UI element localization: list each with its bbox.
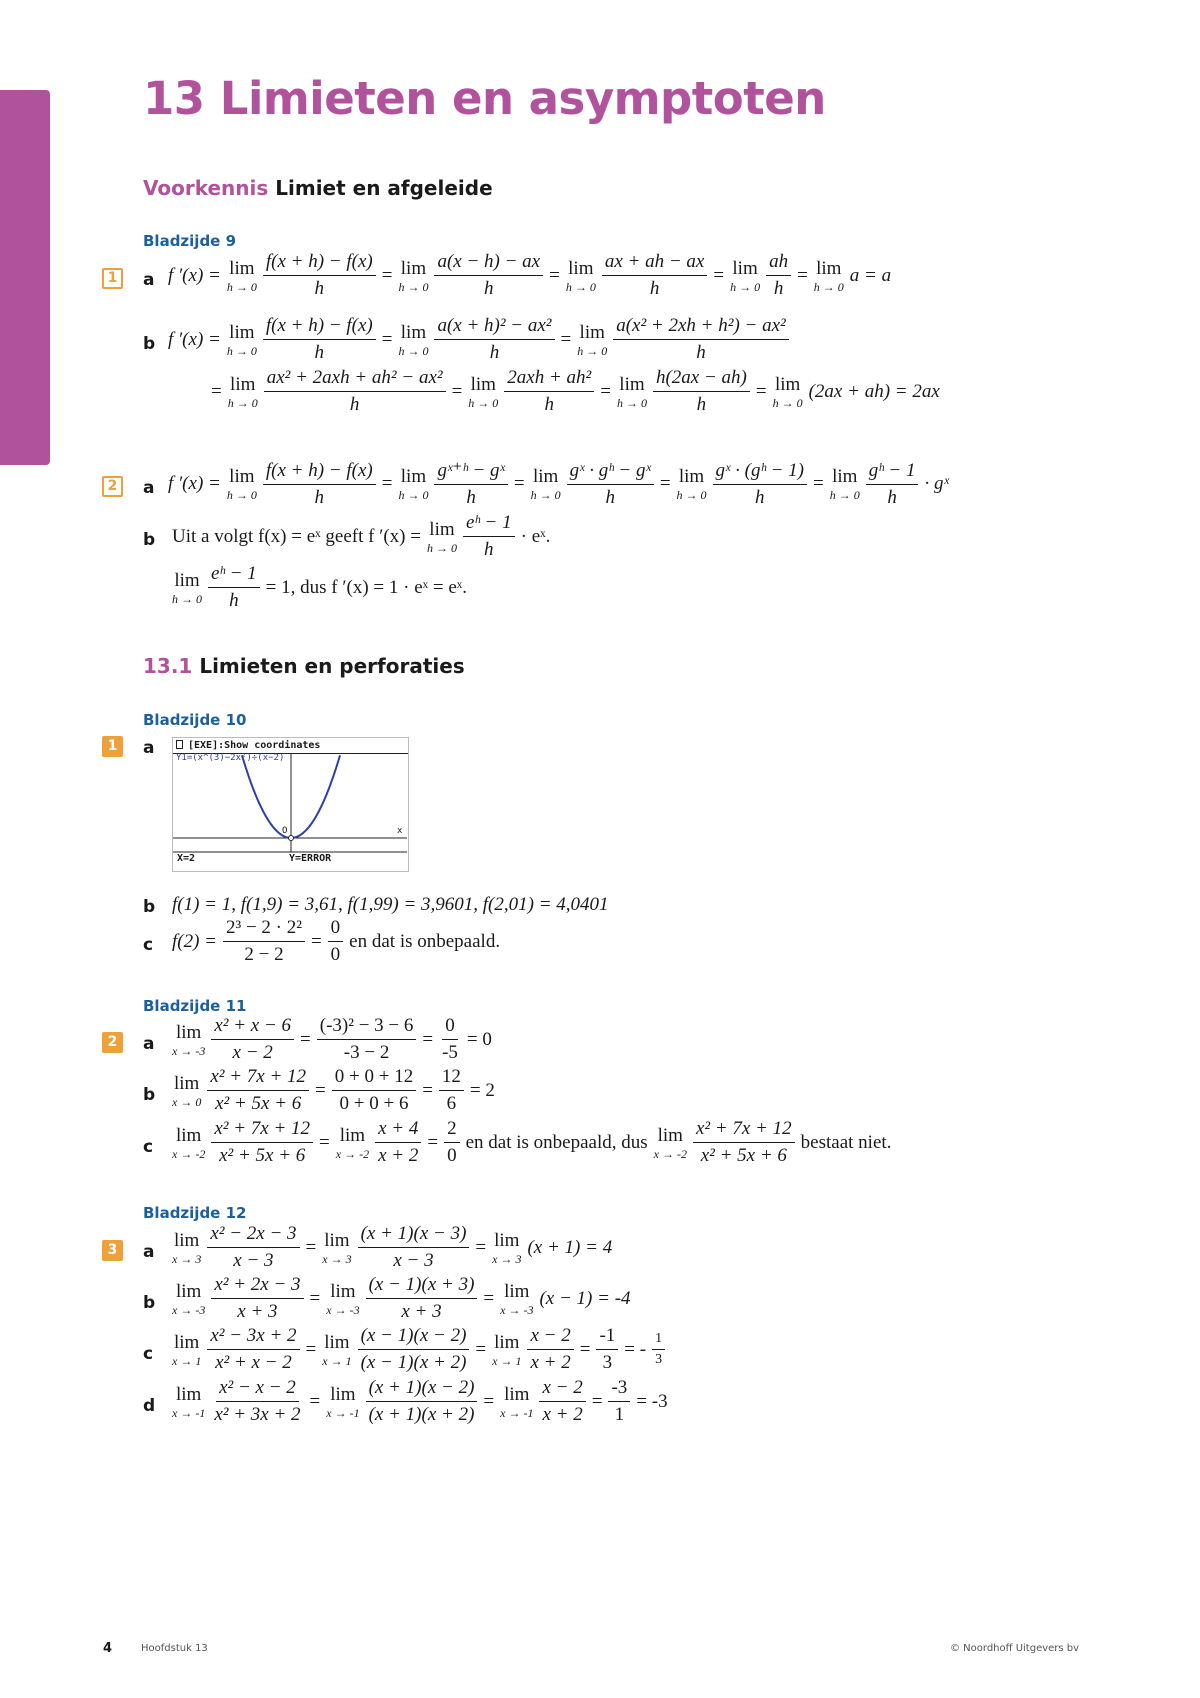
fraction: $\frac{x - 2}{x + 2}$ <box>527 1325 573 1374</box>
fraction: $\frac{\text{x² + 7x + 12}}{\text{x² + 5x + 6}}$ <box>693 1118 795 1167</box>
cursor-point <box>289 836 294 841</box>
fraction: $\frac{ax + ah - ax}{h}$ <box>602 251 708 300</box>
limit-operator: lim h → 0 <box>730 257 761 294</box>
equals-sign: = <box>755 380 767 402</box>
limit-operator: lim h → 0 <box>398 321 429 358</box>
footer-publisher: © Noordhoff Uitgevers bv <box>950 1643 1080 1654</box>
part-letter: a <box>143 270 155 290</box>
fraction: $\frac{\text{x² + 2x − 3}}{x + 3}$ <box>211 1274 303 1323</box>
limit-operator: lim x → -1 <box>500 1383 534 1420</box>
part-letter: c <box>143 1344 154 1364</box>
equals-sign: = <box>319 1131 330 1153</box>
math-text: = 2 <box>469 1079 495 1101</box>
equation-e3d <box>169 1377 671 1426</box>
equals-sign: = <box>310 930 322 952</box>
section-heading-voorkennis <box>143 176 493 200</box>
equals-sign: = <box>579 1338 591 1360</box>
limit-operator: lim h → 0 <box>813 257 844 294</box>
limit-operator: lim x → -1 <box>172 1383 206 1420</box>
equals-sign: = <box>305 1236 317 1258</box>
section-prefix: Voorkennis <box>143 176 269 200</box>
chapter-side-tab <box>0 90 50 465</box>
equals-sign: = <box>475 1236 487 1258</box>
part-letter: a <box>143 1034 155 1054</box>
equals-sign: = <box>549 264 560 286</box>
fraction: $\frac{f(x + h) - f(x)}{h}$ <box>263 315 376 364</box>
limit-operator: lim h → 0 <box>226 321 257 358</box>
equation-v2b-line2 <box>169 563 470 612</box>
limit-operator: lim x → 3 <box>492 1229 522 1266</box>
fraction: $\frac{\text{a(x + h)² − ax²}}{h}$ <box>434 315 554 364</box>
fraction: $\frac{(x - 1)(x - 2)}{(x - 1)(x + 2)}$ <box>358 1325 470 1374</box>
fraction: $\frac{-3}{1}$ <box>608 1377 630 1426</box>
fraction: $\frac{-1}{3}$ <box>596 1325 618 1374</box>
fraction: $\frac{0}{0}$ <box>328 917 344 966</box>
fraction: $\frac{2}{0}$ <box>444 1118 460 1167</box>
math-text: en dat is onbepaald, dus <box>465 1131 648 1153</box>
fraction: $\frac{\text{x² − 3x + 2}}{\text{x² + x − 2}}$ <box>207 1325 299 1374</box>
equals-sign: = <box>300 1028 311 1050</box>
limit-operator: lim h → 0 <box>226 257 257 294</box>
limit-operator: lim h → 0 <box>829 466 860 502</box>
limit-operator: lim h → 0 <box>565 257 596 294</box>
page-number: 4 <box>103 1641 113 1656</box>
equals-sign: = <box>513 473 525 494</box>
equals-sign: = <box>315 1079 326 1101</box>
limit-operator: lim x → -3 <box>500 1280 534 1317</box>
y-readout: Y=ERROR <box>289 853 332 864</box>
section-heading-13-1 <box>143 654 465 678</box>
limit-operator: lim x → -2 <box>653 1124 687 1161</box>
footer-chapter: Hoofdstuk 13 <box>141 1643 208 1654</box>
section-title: Limieten en perforaties <box>199 654 465 678</box>
fraction: $\frac{f(x + h) - f(x)}{h}$ <box>263 251 376 300</box>
page-ref-label: Bladzijde 9 <box>143 232 237 250</box>
equals-sign: = <box>591 1390 603 1412</box>
limit-operator: lim x → 3 <box>172 1229 202 1266</box>
limit-operator: lim h → 0 <box>577 321 608 358</box>
equation-v2b-line1 <box>169 512 553 561</box>
equation-v1a <box>165 251 894 300</box>
fraction: $\frac{\text{a(x² + 2xh + h²) − ax²}}{h}$ <box>613 315 789 364</box>
math-text: = - <box>624 1338 647 1360</box>
fraction: $\frac{x + 4}{x + 2}$ <box>375 1118 421 1167</box>
limit-operator: lim x → -2 <box>335 1124 370 1161</box>
part-letter: b <box>143 897 156 917</box>
equals-sign: = <box>309 1390 321 1412</box>
math-text: = 0 <box>466 1028 492 1050</box>
exercise-number: 1 <box>102 268 123 289</box>
page-ref-label: Bladzijde 12 <box>143 1204 247 1222</box>
equals-sign: = <box>713 264 725 286</box>
fraction: $\frac{\text{ax² + 2axh + ah² − ax²}}{h}$ <box>264 367 446 416</box>
fraction: $\frac{a(x - h) - ax}{h}$ <box>434 251 543 300</box>
limit-operator: lim h → 0 <box>398 257 429 294</box>
part-letter: c <box>143 1137 154 1157</box>
equals-sign: = <box>381 264 393 286</box>
fraction: $\frac{1}{3}$ <box>652 1331 665 1368</box>
equals-sign: = <box>813 473 824 494</box>
exercise-number: 1 <box>102 736 123 757</box>
limit-operator: lim h → 0 <box>398 466 429 502</box>
section-prefix: 13.1 <box>143 654 193 678</box>
math-text: f ′(x) = <box>168 473 221 494</box>
equation-e2a <box>169 1015 495 1064</box>
equals-sign: = <box>560 328 572 350</box>
part-letter: a <box>143 478 155 498</box>
fraction: $\frac{\text{x² + 7x + 12}}{\text{x² + 5x + 6}}$ <box>211 1118 313 1167</box>
equals-sign: = <box>483 1287 495 1309</box>
limit-operator: lim h → 0 <box>616 373 647 410</box>
chapter-title: 13 Limieten en asymptoten <box>143 72 826 125</box>
limit-operator: lim x → -3 <box>326 1280 360 1317</box>
part-letter: d <box>143 1396 156 1416</box>
part-letter: c <box>143 935 154 955</box>
equals-sign: = <box>305 1338 317 1360</box>
fraction: $\frac{\text{gˣ · gʰ − gˣ}}{h}$ <box>567 460 654 509</box>
equals-sign: = <box>422 1079 433 1101</box>
equals-sign: = <box>381 473 393 494</box>
fraction: $\frac{(x + 1)(x - 3)}{x - 3}$ <box>358 1223 470 1272</box>
limit-operator: lim x → 1 <box>172 1331 202 1368</box>
page-ref-label: Bladzijde 10 <box>143 711 247 729</box>
limit-operator: lim h → 0 <box>426 518 457 555</box>
fraction: $\frac{12}{6}$ <box>439 1066 464 1115</box>
math-text: = 1, dus f ′(x) = 1 · eˣ = eˣ. <box>265 576 468 598</box>
equals-sign: = <box>600 380 611 402</box>
part-letter: a <box>143 1242 155 1262</box>
math-text: a = a <box>849 264 892 286</box>
math-text: f ′(x) = <box>168 328 221 350</box>
part-letter: b <box>143 1293 156 1313</box>
equation-e1b <box>169 894 612 916</box>
equation-v1b-line2 <box>208 367 943 416</box>
equals-sign: = <box>211 380 222 402</box>
math-text: · gˣ <box>924 473 949 494</box>
limit-operator: lim x → -3 <box>172 1021 206 1058</box>
limit-operator: lim x → -2 <box>172 1124 206 1161</box>
equals-sign: = <box>797 264 808 286</box>
battery-icon <box>176 740 183 749</box>
fraction: $\frac{\text{gˣ⁺ʰ − gˣ}}{h}$ <box>434 459 507 509</box>
fraction: $\frac{ah}{h}$ <box>766 251 791 300</box>
equals-sign: = <box>475 1338 487 1360</box>
exercise-number: 3 <box>102 1240 123 1261</box>
exercise-number: 2 <box>102 476 123 497</box>
math-text: Uit a volgt f(x) = eˣ geeft f ′(x) = <box>172 525 421 547</box>
equation-e3c <box>169 1325 668 1374</box>
math-text: (x − 1) = -4 <box>539 1287 631 1309</box>
origin-label: O <box>282 826 288 836</box>
math-text: bestaat niet. <box>800 1131 892 1153</box>
calculator-screen <box>172 737 409 872</box>
math-text: = -3 <box>636 1390 668 1412</box>
fraction: $\frac{0}{-5}$ <box>442 1015 458 1063</box>
equals-sign: = <box>309 1287 321 1309</box>
fraction: $\frac{\text{2axh + ah²}}{h}$ <box>504 367 594 416</box>
equation-e3b <box>169 1274 634 1323</box>
math-text: (2ax + ah) = 2ax <box>808 380 940 402</box>
fraction: $\frac{f(x + h) - f(x)}{h}$ <box>263 460 376 509</box>
fraction: $\frac{(x + 1)(x - 2)}{(x + 1)(x + 2)}$ <box>366 1377 478 1426</box>
fraction: $\frac{\text{eʰ − 1}}{h}$ <box>463 512 515 561</box>
part-letter: b <box>143 1085 156 1105</box>
fraction: $\frac{\text{x² + x − 6}}{x - 2}$ <box>211 1015 294 1064</box>
math-text: f ′(x) = <box>168 264 221 286</box>
math-text: en dat is onbepaald. <box>349 930 501 952</box>
limit-operator: lim x → 3 <box>322 1229 352 1266</box>
limit-operator: lim x → -3 <box>172 1280 206 1317</box>
fraction: $\frac{(x - 1)(x + 3)}{x + 3}$ <box>366 1274 478 1323</box>
equals-sign: = <box>422 1028 434 1050</box>
equation-v2a <box>165 459 952 509</box>
page-ref-label: Bladzijde 11 <box>143 997 247 1015</box>
calculator-header: [EXE]:Show coordinates <box>173 738 408 754</box>
section-title: Limiet en afgeleide <box>275 176 493 200</box>
equation-v1b-line1 <box>165 315 792 364</box>
math-text: f(1) = 1, f(1,9) = 3,61, f(1,99) = 3,9601, f(2,01) = 4,0401 <box>172 894 609 915</box>
fraction: $\frac{\text{x² − x − 2}}{\text{x² + 3x + 2}}$ <box>214 1377 301 1425</box>
math-text: f(2) = <box>172 930 218 952</box>
limit-operator: lim h → 0 <box>676 466 707 502</box>
limit-operator: lim x → 1 <box>492 1331 522 1368</box>
exercise-number: 2 <box>102 1032 123 1053</box>
fraction: $\frac{\text{gˣ · (gʰ − 1)}}{h}$ <box>713 460 807 509</box>
fraction: $\frac{\text{x² − 2x − 3}}{x - 3}$ <box>207 1223 299 1272</box>
limit-operator: lim x → -1 <box>326 1383 360 1420</box>
fraction: $\frac{\text{2³ − 2 · 2²}}{2 - 2}$ <box>223 917 305 966</box>
equation-e1c <box>169 917 503 966</box>
equals-sign: = <box>483 1390 495 1412</box>
limit-operator: lim h → 0 <box>530 466 561 502</box>
fraction: $\frac{x - 2}{x + 2}$ <box>539 1377 585 1426</box>
fraction: $\frac{\text{x² + 7x + 12}}{\text{x² + 5x + 6}}$ <box>207 1066 309 1115</box>
fraction: $\frac{0 + 0 + 12}{0 + 0 + 6}$ <box>332 1066 416 1115</box>
part-letter: b <box>143 334 156 354</box>
calculator-function: Y1=(x^(3)−2x²)÷(x−2) <box>176 753 285 763</box>
fraction: $\frac{\text{eʰ − 1}}{h}$ <box>208 563 260 612</box>
fraction: $\frac{\text{(-3)² − 3 − 6}}{-3 - 2}$ <box>317 1015 417 1064</box>
equals-sign: = <box>381 328 393 350</box>
equals-sign: = <box>659 473 671 494</box>
limit-operator: lim h → 0 <box>772 373 803 410</box>
fraction: $\frac{\text{gʰ − 1}}{h}$ <box>866 460 919 509</box>
part-letter: a <box>143 738 155 758</box>
limit-operator: lim x → 0 <box>172 1072 202 1109</box>
limit-operator: lim h → 0 <box>468 373 499 410</box>
limit-operator: lim h → 0 <box>227 373 258 410</box>
math-text: · eˣ. <box>520 525 551 547</box>
math-text: (x + 1) = 4 <box>527 1236 613 1258</box>
equation-e3a <box>169 1223 615 1272</box>
x-axis-label: x <box>397 826 403 836</box>
limit-operator: lim h → 0 <box>226 466 257 502</box>
equation-e2b <box>169 1066 498 1115</box>
equation-e2c <box>169 1118 894 1167</box>
limit-operator: lim x → 1 <box>322 1331 352 1368</box>
x-readout: X=2 <box>177 853 196 864</box>
equals-sign: = <box>427 1131 439 1153</box>
equals-sign: = <box>451 380 463 402</box>
fraction: $\frac{h(2ax - ah)}{h}$ <box>653 367 750 416</box>
part-letter: b <box>143 530 156 550</box>
limit-operator: lim h → 0 <box>172 569 202 606</box>
